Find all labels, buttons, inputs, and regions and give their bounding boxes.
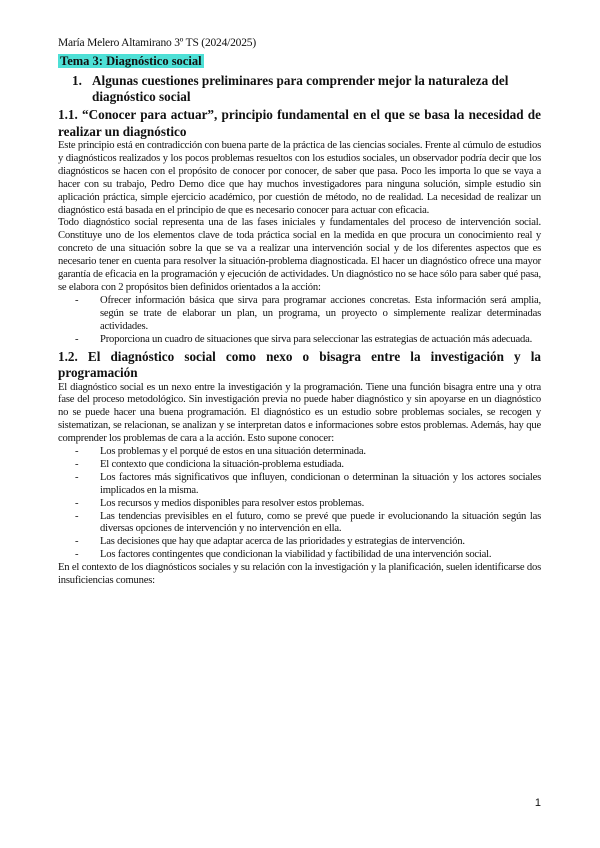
list-item	[58, 549, 541, 562]
list-item-text: Los factores contingentes que condicionan la viabilidad y factibilidad de una intervención social.	[100, 549, 492, 561]
section-1-2-knowledge-list	[58, 446, 541, 562]
bullet-dash: -	[75, 446, 79, 458]
section-1-heading	[72, 73, 541, 105]
bullet-dash: -	[75, 497, 79, 509]
document-title: Tema 3: Diagnóstico social	[60, 54, 202, 68]
list-item	[58, 536, 541, 549]
list-item	[58, 498, 541, 511]
list-item-text: El contexto que condiciona la situación-problema estudiada.	[100, 458, 344, 470]
list-item-text: Las decisiones que hay que adaptar acerca de las prioridades y estrategias de intervención.	[100, 536, 465, 548]
section-1-1-heading: 1.1. “Conocer para actuar”, principio fundamental en el que se basa la necesidad de realizar un diagnóstico	[58, 107, 541, 139]
section-1-1-paragraph-2: Todo diagnóstico social representa una de las fases iniciales y fundamentales del proceso de intervención social. Constituye uno de los elementos clave de toda práctica social en la medida en que procura un conocimiento real y concreto de una situación sobre la que se va a realizar una intervención social y de los diferentes aspectos que es necesario tener en cuenta para resolver la situación-problema diagnosticada. El hacer un diagnóstico ofrece una mayor garantía de eficacia en la programación y ejecución de actividades. Un diagnóstico no se hace sólo para saber qué pasa, se elabora con 2 propósitos bien definidos orientados a la acción:	[58, 217, 541, 293]
list-item-text: Ofrecer información básica que sirva para programar acciones concretas. Esta información será amplia, según se trate de elaborar un plan, un programa, un proyecto o simplemente realizar determinadas actividades.	[100, 294, 541, 332]
list-item	[58, 511, 541, 537]
list-item-text: Los factores más significativos que influyen, condicionan o determinan la situación y los actores sociales implicados en la misma.	[100, 471, 541, 496]
list-item-text: Las tendencias previsibles en el futuro, como se prevé que puede ir evolucionando la situación según las diversas opciones de intervención y no intervención en ella.	[100, 510, 541, 535]
bullet-dash: -	[75, 549, 79, 561]
bullet-dash: -	[75, 536, 79, 548]
bullet-dash: -	[75, 294, 79, 306]
list-item	[58, 472, 541, 498]
bullet-dash: -	[75, 510, 79, 522]
section-1-2-paragraph-1: El diagnóstico social es un nexo entre la investigación y la programación. Tiene una función bisagra entre una y otra fase del proceso metodológico. Sin investigación previa no puede haber diagnóstico y sin apoyarse en un diagnóstico no se puede hacer una buena programación. El diagnóstico es un estudio sobre problemas sociales, se recogen y sistematizan, se relacionan, se analizan y se interpretan datos e informaciones sobre estos problemas. Además, hay que comprender los problemas de cara a la acción. Esto supone conocer:	[58, 381, 541, 445]
list-item-text: Los recursos y medios disponibles para resolver estos problemas.	[100, 497, 365, 509]
page-number: 1	[534, 797, 541, 809]
list-item	[58, 446, 541, 459]
author-line: María Melero Altamirano 3º TS (2024/2025)	[58, 37, 256, 49]
section-1-1-paragraph-1: Este principio está en contradicción con buena parte de la práctica de las ciencias sociales. Frente al cúmulo de estudios y diagnósticos realizados y los pocos problemas resueltos con los estudios sociales, un observador podría decir que los diagnósticos se hacen con el propósito de conocer por conocer, de saber que pasa. Poco les importa lo que se vaya a hacer con su trabajo, Pedro Demo dice que hay muchos investigadores para ninguna solución, simple estudio sin aplicación práctica, simple ejercicio académico, por cuestión de método, no de realidad. La necesidad de realizar un diagnóstico está basada en el principio de que es necesario conocer para actuar con eficacia.	[58, 140, 541, 216]
section-1-number: 1.	[72, 73, 82, 88]
bullet-dash: -	[75, 458, 79, 470]
list-item-text: Los problemas y el porqué de estos en una situación determinada.	[100, 446, 366, 458]
list-item	[58, 459, 541, 472]
title-row	[58, 52, 541, 70]
section-1-2-heading: 1.2. El diagnóstico social como nexo o bisagra entre la investigación y la programación	[58, 348, 541, 380]
section-1-title: Algunas cuestiones preliminares para comprender mejor la naturaleza del diagnóstico social	[92, 73, 509, 104]
list-item	[58, 295, 541, 334]
bullet-dash: -	[75, 333, 79, 345]
bullet-dash: -	[75, 471, 79, 483]
list-item-text: Proporciona un cuadro de situaciones que sirva para seleccionar las estrategias de actuación más adecuada.	[100, 333, 533, 345]
section-1-2-paragraph-2: En el contexto de los diagnósticos sociales y su relación con la investigación y la planificación, suelen identificarse dos insuficiencias comunes:	[58, 562, 541, 587]
list-item	[58, 334, 541, 347]
section-1-1-purpose-list	[58, 295, 541, 347]
